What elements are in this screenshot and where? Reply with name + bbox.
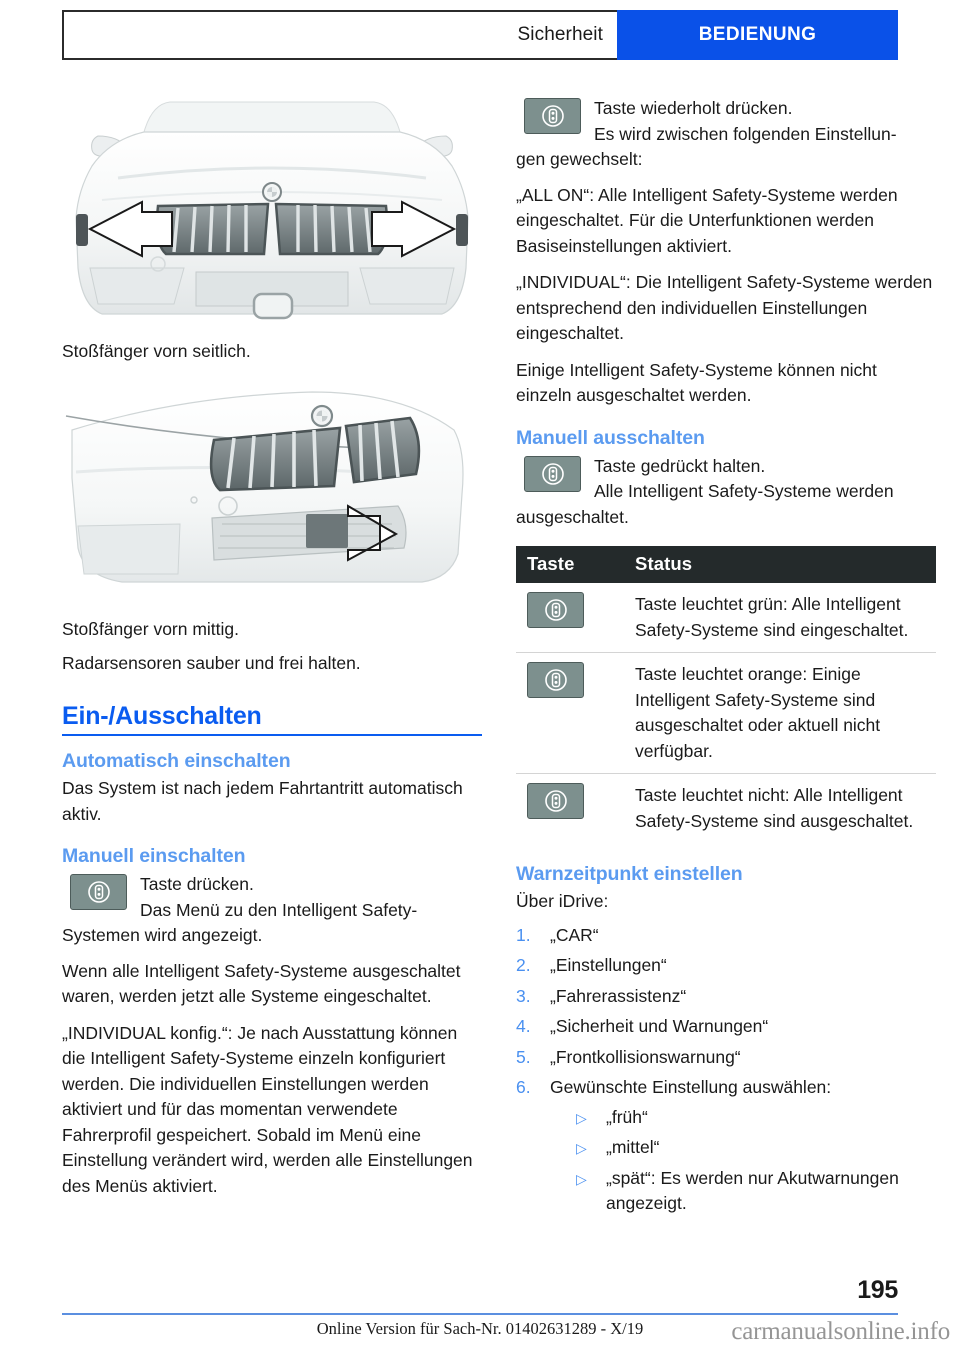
- right-paragraph-einige: Einige Intelligent Safety-Systeme können nicht einzeln ausgeschaltet werden.: [516, 359, 877, 405]
- table-header-row: [516, 546, 936, 583]
- header-chapter-label: Sicherheit: [517, 24, 603, 45]
- right-paragraph-individual: „INDIVIDUAL“: Die Intelligent Safety-Systeme werden entsprechend den individuellen Einstellungen eingeschaltet.: [516, 272, 933, 343]
- idrive-step-list: [516, 923, 936, 1217]
- option-text: „früh“: [606, 1106, 648, 1127]
- status-table: [516, 546, 936, 843]
- figure2-caption: Stoßfänger vorn mittig.: [62, 619, 240, 639]
- intelligent-safety-button-icon: [527, 662, 584, 698]
- page-header: [62, 10, 898, 60]
- step-line-1: Taste gedrückt halten.: [594, 455, 766, 476]
- list-number: 1.: [516, 924, 531, 945]
- list-number: 3.: [516, 985, 531, 1006]
- step-line-1: Taste drücken.: [140, 874, 254, 894]
- right-radar-sensor: [456, 214, 468, 246]
- list-number: 4.: [516, 1016, 531, 1036]
- bmw-front-three-quarter-figure: [62, 378, 482, 608]
- list-text: „CAR“: [550, 924, 599, 945]
- header-chapter-box: [62, 10, 617, 60]
- subheading-manuell-ausschalten: Manuell ausschalten: [516, 426, 705, 449]
- list-item: [516, 1045, 936, 1071]
- step-manuell-ausschalten: [516, 454, 936, 531]
- intelligent-safety-button-icon: [527, 783, 584, 819]
- right-paragraph-all-on: „ALL ON“: Alle Intelligent Safety-Systeme werden eingeschaltet. Für die Unterfunktionen werden Basiseinstellungen aktiviert.: [516, 184, 898, 256]
- left-radar-sensor: [76, 214, 88, 246]
- list-item: [516, 1014, 936, 1040]
- manuell-paragraph-1: Wenn alle Intelligent Safety-Systeme ausgeschaltet waren, werden jetzt alle Systeme eingeschaltet.: [62, 960, 461, 1006]
- bmw-front-quarter-illustration: [62, 378, 482, 596]
- subheading-warnzeitpunkt-einstellen: Warnzeitpunkt einstellen: [516, 863, 743, 885]
- footer-rule: [62, 1313, 898, 1315]
- section-heading-rule: [62, 734, 482, 736]
- table-row: [516, 653, 936, 774]
- step-line-3: ausgeschaltet.: [516, 506, 629, 527]
- table-cell-button-icon: [516, 583, 631, 653]
- bmw-front-view-illustration: [62, 92, 482, 330]
- online-version-note: Online Version für Sach-Nr. 01402631289 - X/19: [316, 1319, 644, 1338]
- step-line-2: Es wird zwischen folgenden Einstellun-: [594, 123, 897, 144]
- step-line-1: Taste wiederholt drücken.: [594, 98, 793, 118]
- option-text: „spät“: Es werden nur Akutwarnungen angezeigt.: [606, 1167, 899, 1213]
- table-cell-button-icon: [516, 653, 631, 774]
- step-taste-wiederholt-druecken: [516, 96, 936, 173]
- subheading-manuell-einschalten: Manuell einschalten: [62, 845, 246, 867]
- list-text: Gewünschte Einstellung auswählen:: [550, 1077, 832, 1097]
- warnzeitpunkt-options: [550, 1105, 936, 1217]
- step-line-2: Das Menü zu den Intelligent Safety-: [140, 899, 418, 920]
- header-section-box: [617, 10, 898, 60]
- step-line-3: Systemen wird angezeigt.: [62, 925, 263, 945]
- triangle-bullet-icon: ▷: [576, 1109, 587, 1126]
- list-number: 6.: [516, 1077, 531, 1097]
- header-section-label: BEDIENUNG: [698, 24, 817, 45]
- right-column: [516, 92, 936, 1222]
- automatisch-paragraph-1: Das System ist nach jedem Fahrtantritt automatisch aktiv.: [62, 778, 463, 824]
- table-header-taste: Taste: [516, 546, 631, 583]
- table-cell-status-text: Taste leuchtet nicht: Alle Intelligent Safety-Systeme sind ausgeschaltet.: [635, 785, 914, 831]
- left-column: [62, 92, 482, 1210]
- step-manuell-einschalten: [62, 872, 482, 949]
- list-text: „Sicherheit und Warnungen“: [550, 1016, 769, 1036]
- list-text: „Frontkollisionswarnung“: [550, 1046, 741, 1067]
- list-text: „Einstellungen“: [550, 955, 667, 975]
- table-cell-status-text: Taste leuchtet orange: Einige Intelligent Safety-Systeme sind ausgeschaltet oder aktuell nicht verfügbar.: [631, 653, 936, 774]
- step-line-2: Alle Intelligent Safety-Systeme werden: [594, 481, 894, 501]
- intelligent-safety-button-icon: [527, 592, 584, 628]
- site-watermark: carmanualsonline.info: [731, 1318, 950, 1345]
- list-item: [550, 1166, 936, 1217]
- option-text: „mittel“: [606, 1137, 660, 1157]
- table-row: [516, 583, 936, 653]
- step-line-3: gen gewechselt:: [516, 149, 643, 169]
- list-item: [516, 953, 936, 979]
- list-item: [516, 984, 936, 1010]
- intelligent-safety-button-icon: [70, 874, 127, 910]
- list-number: 5.: [516, 1046, 531, 1067]
- table-cell-status-text: Taste leuchtet grün: Alle Intelligent Safety-Systeme sind eingeschaltet.: [631, 583, 936, 653]
- intelligent-safety-button-icon: [524, 456, 581, 492]
- list-number: 2.: [516, 955, 531, 975]
- radar-clean-note: Radarsensoren sauber und frei halten.: [62, 653, 361, 673]
- list-item: [550, 1135, 936, 1161]
- warnzeitpunkt-intro: Über iDrive:: [516, 891, 609, 911]
- list-text: „Fahrerassistenz“: [550, 985, 687, 1006]
- intelligent-safety-button-icon: [524, 98, 581, 134]
- list-item: [550, 1105, 936, 1131]
- bmw-front-view-side-radar-sensors-figure: [62, 92, 482, 330]
- triangle-bullet-icon: ▷: [576, 1170, 587, 1187]
- center-radar-sensor: [306, 514, 348, 548]
- section-heading-label: Ein-/Ausschalten: [62, 702, 262, 730]
- figure1-caption: Stoßfänger vorn seitlich.: [62, 341, 251, 361]
- list-item: [516, 1075, 936, 1217]
- list-item: [516, 923, 936, 949]
- triangle-bullet-icon: ▷: [576, 1140, 587, 1156]
- subheading-automatisch-einschalten: Automatisch einschalten: [62, 750, 291, 772]
- table-header-status: Status: [631, 546, 936, 583]
- table-row: [516, 774, 936, 844]
- manuell-paragraph-2: „INDIVIDUAL konfig.“: Je nach Ausstattung können die Intelligent Safety-Systeme einzeln konfiguriert werden. Die individuellen Einstellungen werden aktiviert und für das momentan verwendete Fahrerprofil gespeichert. Sobald im Menü eine Einstellung verändert wird, werden alle Einstellungen des Menüs aktiviert.: [62, 1022, 473, 1196]
- table-cell-button-icon: [516, 774, 631, 844]
- section-heading-ein-ausschalten: [62, 702, 482, 736]
- page-number: 195: [857, 1276, 898, 1304]
